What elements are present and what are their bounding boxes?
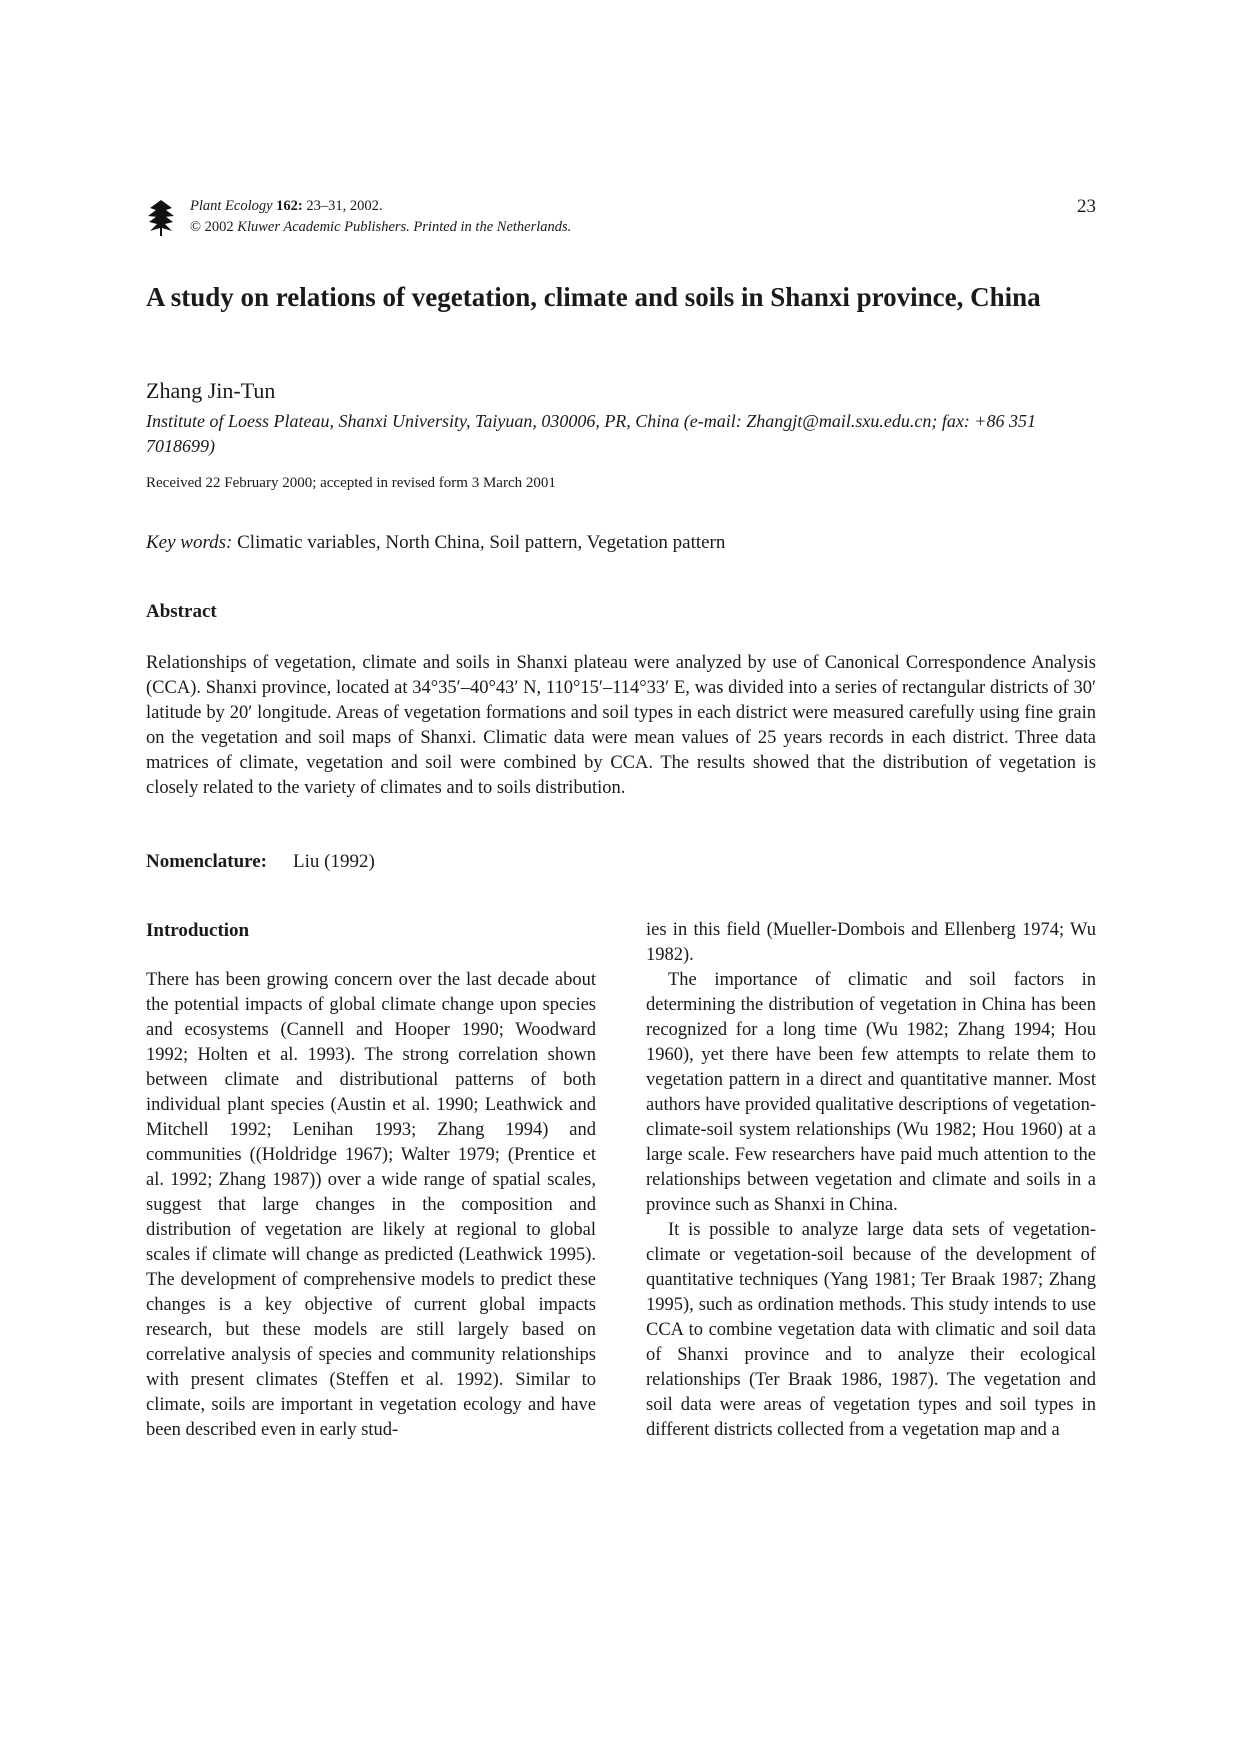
introduction-paragraph: There has been growing concern over the last decade about the potential impacts of global climate change upon species and ecosystems (Cannell and Hooper 1990; Woodward 1992; Holten et al. 1993). The strong correlation shown between climate and distributional patterns of both individual plant species (Austin et al. 1990; Leathwick and Mitchell 1992; Lenihan 1993; Zhang 1994) and communities ((Holdridge 1967); Walter 1979; (Prentice et al. 1992; Zhang 1987)) over a wide range of spatial scales, suggest that large changes in the composition and distribution of vegetation are likely at regional to global scales if climate will change as predicted (Leathwick 1995). The development of comprehensive models to predict these changes is a key objective of current global impacts research, but these models are still largely based on correlative analysis of species and community relationships with present climates (Steffen et al. 1992). Similar to climate, soils are important in vegetation ecology and have been described even in early stud- bbox=[146, 970, 596, 1440]
publisher-line: Kluwer Academic Publishers. Printed in the Netherlands. bbox=[237, 219, 572, 235]
paper-title: A study on relations of vegetation, climate and soils in Shanxi province, China bbox=[146, 282, 1041, 312]
copyright-prefix: © 2002 bbox=[190, 219, 238, 235]
keywords-text: Climatic variables, North China, Soil pattern, Vegetation pattern bbox=[232, 532, 726, 553]
journal-volume: 162: bbox=[276, 198, 303, 214]
author-affiliation: Institute of Loess Plateau, Shanxi University, Taiyuan, 030006, PR, China (e-mail: Zhangjt@mail.sxu.edu.cn; fax: +86 351 7018699) bbox=[146, 411, 1036, 456]
journal-header bbox=[146, 196, 1096, 240]
keywords-label: Key words: bbox=[146, 532, 233, 553]
nomenclature-text: Liu (1992) bbox=[293, 851, 375, 872]
right-column bbox=[646, 918, 1096, 1443]
abstract-text: Relationships of vegetation, climate and soils in Shanxi plateau were analyzed by use of Canonical Correspondence Analysis (CCA). Shanxi province, located at 34°35′–40°43′ N, 110°15′–114°33′ E, was divided into a series of rectangular districts of 30′ latitude by 20′ longitude. Areas of vegetation formations and soil types in each district were measured carefully using fine grain on the vegetation and soil maps of Shanxi. Climatic data were mean values of 25 years records in each district. Three data matrices of climate, vegetation and soil were combined by CCA. The results showed that the distribution of vegetation is closely related to the variety of climates and to soils distribution. bbox=[146, 653, 1096, 798]
page-number: 23 bbox=[1077, 196, 1096, 217]
paper-page bbox=[146, 0, 1096, 1755]
introduction-heading: Introduction bbox=[146, 920, 250, 941]
left-column bbox=[146, 918, 596, 1443]
journal-pages-year: 23–31, 2002. bbox=[302, 198, 383, 214]
abstract-heading: Abstract bbox=[146, 601, 217, 622]
journal-name: Plant Ecology bbox=[190, 198, 273, 214]
author-name: Zhang Jin-Tun bbox=[146, 378, 276, 403]
introduction-paragraph-continued: ies in this field (Mueller-Dombois and Ellenberg 1974; Wu 1982). bbox=[646, 920, 1096, 965]
keywords bbox=[146, 532, 725, 554]
publisher-tree-logo-icon bbox=[146, 198, 176, 238]
received-dates: Received 22 February 2000; accepted in revised form 3 March 2001 bbox=[146, 475, 556, 491]
introduction-paragraph: The importance of climatic and soil factors in determining the distribution of vegetation in China has been recognized for a long time (Wu 1982; Zhang 1994; Hou 1960), yet there have been few attempts to relate them to vegetation pattern in a direct and quantitative manner. Most authors have provided qualitative descriptions of vegetation-climate-soil system relationships (Wu 1982; Hou 1960) at a large scale. Few researchers have paid much attention to the relationships between vegetation and climate and soils in a province such as Shanxi in China. bbox=[646, 970, 1096, 1215]
nomenclature bbox=[146, 851, 375, 873]
journal-citation bbox=[190, 196, 571, 238]
nomenclature-label: Nomenclature: bbox=[146, 851, 268, 872]
introduction-paragraph: It is possible to analyze large data sets of vegetation-climate or vegetation-soil because of the development of quantitative techniques (Yang 1981; Ter Braak 1987; Zhang 1995), such as ordination methods. This study intends to use CCA to combine vegetation data with climatic and soil data of Shanxi province and to analyze their ecological relationships (Ter Braak 1986, 1987). The vegetation and soil data were areas of vegetation types and soil types in different districts collected from a vegetation map and a bbox=[646, 1220, 1096, 1440]
